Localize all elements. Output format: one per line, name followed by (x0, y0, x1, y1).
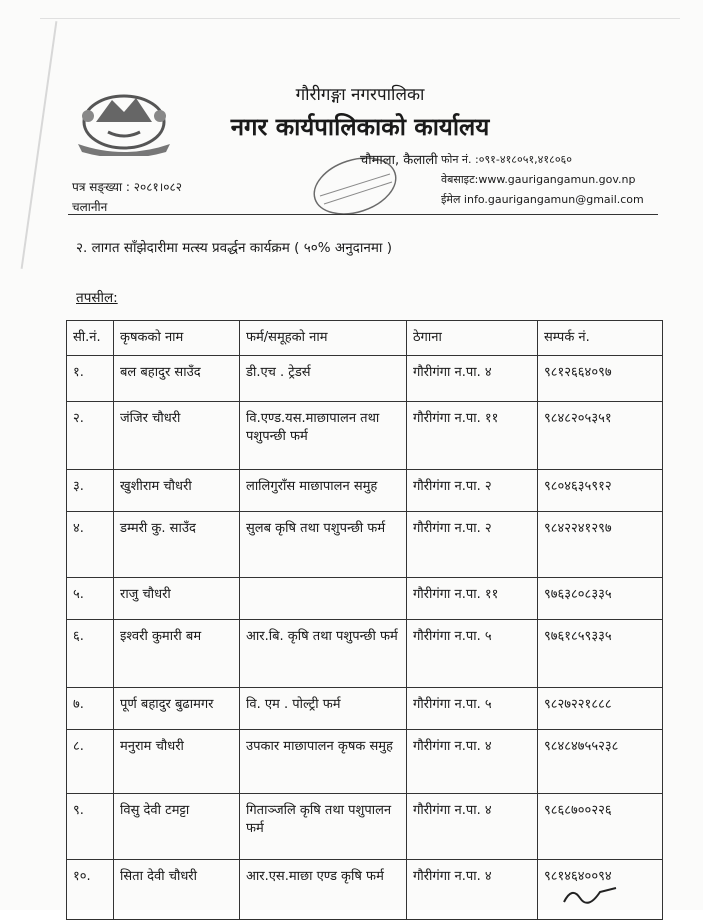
scan-top-edge (40, 18, 680, 19)
cell-name: राजु चौधरी (114, 578, 240, 620)
government-emblem-icon (68, 82, 180, 156)
cell-contact: ९८०४६३५९१२ (538, 470, 663, 512)
table-row (67, 794, 663, 860)
cell-firm: उपकार माछापालन कृषक समुह (240, 730, 407, 794)
municipality-name: गौरीगङ्गा नगरपालिका (295, 85, 425, 105)
table-row (67, 620, 663, 688)
website-link[interactable]: वेबसाइट:www.gaurigangamun.gov.np (441, 173, 636, 186)
cell-name: इश्वरी कुमारी बम (114, 620, 240, 688)
cell-address: गौरीगंगा न.पा. ४ (407, 794, 538, 860)
cell-name: मनुराम चौधरी (114, 730, 240, 794)
office-place: चौमाला, कैलाली (360, 153, 438, 168)
cell-contact: ९८१४६४००९४ (538, 860, 663, 920)
cell-address: गौरीगंगा न.पा. ४ (407, 730, 538, 794)
cell-address: गौरीगंगा न.पा. ५ (407, 620, 538, 688)
cell-firm: गिताञ्जलि कृषि तथा पशुपालन फर्म (240, 794, 407, 860)
table-row (67, 578, 663, 620)
header-divider (68, 214, 658, 215)
cell-address: गौरीगंगा न.पा. २ (407, 512, 538, 578)
table-header-row (67, 321, 663, 356)
cell-sn: ६. (67, 620, 114, 688)
cell-contact: ९८४२२४१२९७ (538, 512, 663, 578)
cell-contact: ९७६३८०८३३५ (538, 578, 663, 620)
table-row (67, 688, 663, 730)
table-row (67, 470, 663, 512)
cell-name: जंजिर चौधरी (114, 402, 240, 470)
cell-address: गौरीगंगा न.पा. ११ (407, 578, 538, 620)
cell-address: गौरीगंगा न.पा. ११ (407, 402, 538, 470)
cell-name: बल बहादुर साउँद (114, 356, 240, 402)
cell-name: सिता देवी चौधरी (114, 860, 240, 920)
cell-address: गौरीगंगा न.पा. २ (407, 470, 538, 512)
cell-sn: ५. (67, 578, 114, 620)
scan-left-edge (21, 21, 58, 269)
signature-mark (560, 884, 620, 906)
cell-sn: २. (67, 402, 114, 470)
cell-name: विसु देवी टमट्टा (114, 794, 240, 860)
phone-text: फोन नं. :०९१-४१८०५१,४१८०६० (441, 153, 573, 166)
cell-name: डम्मरी कु. साउँद (114, 512, 240, 578)
cell-sn: १०. (67, 860, 114, 920)
cell-firm: लालिगुराँस माछापालन समुह (240, 470, 407, 512)
cell-firm: आर.एस.माछा एण्ड कृषि फर्म (240, 860, 407, 920)
cell-contact: ९८४८४७५५२३८ (538, 730, 663, 794)
table-row (67, 356, 663, 402)
cell-firm: सुलब कृषि तथा पशुपन्छी फर्म (240, 512, 407, 578)
cell-firm: वि. एम . पोल्ट्री फर्म (240, 688, 407, 730)
header-sn: सी.नं. (67, 321, 114, 356)
cell-address: गौरीगंगा न.पा. ५ (407, 688, 538, 730)
cell-sn: ७. (67, 688, 114, 730)
cell-firm: आर.बि. कृषि तथा पशुपन्छी फर्म (240, 620, 407, 688)
header-firm-name: फर्म/समूहको नाम (240, 321, 407, 356)
table-row (67, 512, 663, 578)
beneficiary-table (66, 320, 663, 920)
table-row (67, 402, 663, 470)
header-address: ठेगाना (407, 321, 538, 356)
cell-sn: ३. (67, 470, 114, 512)
header-contact: सम्पर्क नं. (538, 321, 663, 356)
details-label: तपसील: (76, 290, 118, 306)
cell-name: पूर्ण बहादुर बुढामगर (114, 688, 240, 730)
cell-contact: ९७६१८५९३३५ (538, 620, 663, 688)
chalani-label: चलानीन (72, 200, 108, 214)
cell-sn: ४. (67, 512, 114, 578)
reference-number: पत्र सङ्ख्या : २०८१।०८२ (72, 180, 182, 194)
table-row (67, 730, 663, 794)
email-link[interactable]: ईमेल info.gaurigangamun@gmail.com (441, 193, 644, 206)
cell-firm: डी.एच . ट्रेडर्स (240, 356, 407, 402)
cell-sn: १. (67, 356, 114, 402)
cell-contact: ९८६८७००२२६ (538, 794, 663, 860)
contact-block (441, 150, 644, 210)
cell-firm: वि.एण्ड.यस.माछापालन तथा पशुपन्छी फर्म (240, 402, 407, 470)
program-title: २. लागत साँझेदारीमा मत्स्य प्रवर्द्धन कार्यक्रम ( ५०% अनुदानमा ) (76, 240, 392, 256)
cell-contact: ९८२७२२१८८८ (538, 688, 663, 730)
cell-name: खुशीराम चौधरी (114, 470, 240, 512)
cell-firm (240, 578, 407, 620)
cell-sn: ८. (67, 730, 114, 794)
cell-address: गौरीगंगा न.पा. ४ (407, 356, 538, 402)
cell-sn: ९. (67, 794, 114, 860)
office-title: नगर कार्यपालिकाको कार्यालय (230, 113, 490, 141)
cell-address: गौरीगंगा न.पा. ४ (407, 860, 538, 920)
cell-contact: ९८४८२०५३५१ (538, 402, 663, 470)
cell-contact: ९८१२६६४०९७ (538, 356, 663, 402)
header-farmer-name: कृषकको नाम (114, 321, 240, 356)
